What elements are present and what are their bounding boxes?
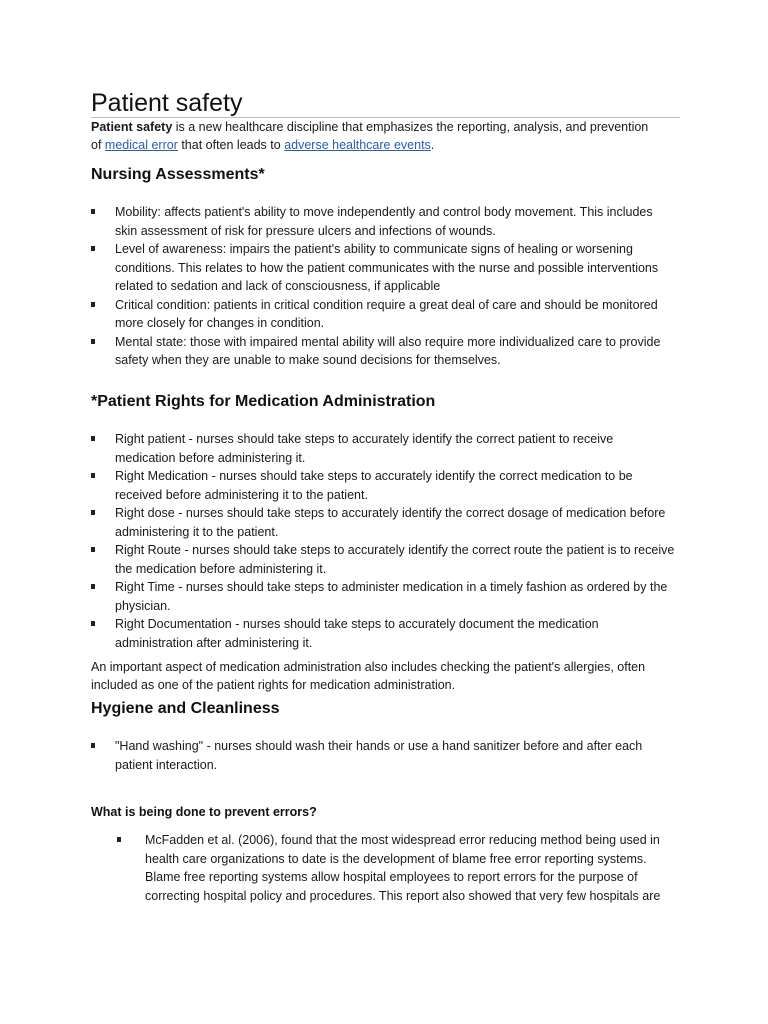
bullet-icon: [91, 246, 95, 251]
hygiene-list: [91, 737, 642, 774]
list-item: [91, 203, 660, 240]
medical-error-link[interactable]: medical error: [104, 138, 178, 153]
list-item: [91, 296, 660, 333]
list-item-text: administration after administering it.: [115, 635, 313, 650]
intro-text: of: [91, 138, 105, 153]
note-text: An important aspect of medication administration also includes checking the patient's allergies, often: [91, 660, 646, 674]
list-item: [91, 504, 674, 541]
heading-prevent-errors: What is being done to prevent errors?: [91, 805, 317, 819]
list-item: [91, 578, 674, 615]
list-item-text: "Hand washing" - nurses should wash their hands or use a hand sanitizer before and after each: [115, 739, 643, 753]
nursing-assessments-list: [91, 203, 660, 370]
list-item-text: Right patient - nurses should take steps to accurately identify the correct patient to receive: [115, 432, 614, 446]
list-item-text: McFadden et al. (2006), found that the most widespread error reducing method being used in: [145, 833, 660, 847]
patient-rights-list: [91, 430, 674, 652]
heading-nursing-assessments: Nursing Assessments*: [91, 166, 265, 183]
bullet-icon: [91, 302, 95, 307]
list-item: [91, 240, 660, 296]
patient-rights-note: [91, 658, 691, 695]
heading-hygiene: Hygiene and Cleanliness: [91, 700, 280, 717]
list-item: [91, 333, 660, 370]
heading-patient-rights: *Patient Rights for Medication Administration: [91, 393, 436, 410]
list-item-text: Critical condition: patients in critical condition require a great deal of care and should be monitored: [115, 297, 658, 312]
adverse-events-link[interactable]: adverse healthcare events: [284, 138, 431, 153]
list-item-text: Mental state: those with impaired mental ability will also require more individualized care to provide: [115, 334, 661, 349]
bullet-icon: [91, 473, 95, 478]
bullet-icon: [91, 743, 95, 748]
list-item-text: Right Documentation - nurses should take steps to accurately document the medication: [115, 617, 599, 631]
intro-text: that often leads to: [177, 138, 285, 153]
bullet-icon: [91, 621, 95, 626]
list-item-text: Right Route - nurses should take steps to accurately identify the correct route the patient is to receive: [115, 543, 675, 557]
list-item-text: health care organizations to date is the development of blame free error reporting systems.: [145, 851, 647, 866]
intro-text: .: [430, 138, 435, 153]
list-item-text: Level of awareness: impairs the patient's ability to communicate signs of healing or worsening: [115, 242, 633, 256]
list-item-text: Mobility: affects patient's ability to move independently and control body movement. This includes: [115, 205, 653, 219]
bullet-icon: [91, 510, 95, 515]
list-item-text: related to sedation and lack of consciousness, if applicable: [115, 279, 441, 293]
intro-text: is a new healthcare discipline that emphasizes the reporting, analysis, and prevention: [172, 120, 649, 134]
note-text: included as one of the patient rights for medication administration.: [91, 678, 456, 693]
bullet-icon: [91, 436, 95, 441]
list-item-text: received before administering it to the patient.: [115, 487, 368, 502]
page-title: Patient safety: [91, 89, 243, 117]
list-item: [91, 737, 642, 774]
bullet-icon: [91, 339, 95, 344]
list-item: [91, 541, 674, 578]
list-item-text: correcting hospital policy and procedures. This report also showed that very few hospitals are: [145, 888, 661, 903]
list-item-text: Blame free reporting systems allow hospital employees to report errors for the purpose of: [145, 870, 638, 884]
intro-paragraph: [91, 118, 691, 155]
list-item-text: administering it to the patient.: [115, 524, 279, 539]
list-item-text: the medication before administering it.: [115, 561, 327, 576]
bullet-icon: [117, 837, 121, 842]
list-item-text: more closely for changes in condition.: [115, 316, 325, 330]
list-item-text: Right Time - nurses should take steps to administer medication in a timely fashion as ordered by the: [115, 580, 668, 594]
list-item-text: Right Medication - nurses should take steps to accurately identify the correct medication to be: [115, 469, 633, 483]
list-item: [91, 467, 674, 504]
list-item-text: safety when they are unable to make sound decisions for themselves.: [115, 353, 501, 367]
prevent-errors-list: [117, 831, 660, 905]
list-item-text: skin assessment of risk for pressure ulcers and infections of wounds.: [115, 223, 496, 238]
list-item: [117, 831, 660, 905]
list-item: [91, 615, 674, 652]
list-item-text: Right dose - nurses should take steps to accurately identify the correct dosage of medication before: [115, 506, 666, 520]
bullet-icon: [91, 547, 95, 552]
list-item-text: medication before administering it.: [115, 450, 306, 465]
intro-bold: Patient safety: [91, 120, 173, 134]
bullet-icon: [91, 209, 95, 214]
list-item-text: patient interaction.: [115, 757, 218, 772]
list-item: [91, 430, 674, 467]
list-item-text: conditions. This relates to how the patient communicates with the nurse and possible interventions: [115, 260, 659, 275]
bullet-icon: [91, 584, 95, 589]
list-item-text: physician.: [115, 598, 171, 613]
